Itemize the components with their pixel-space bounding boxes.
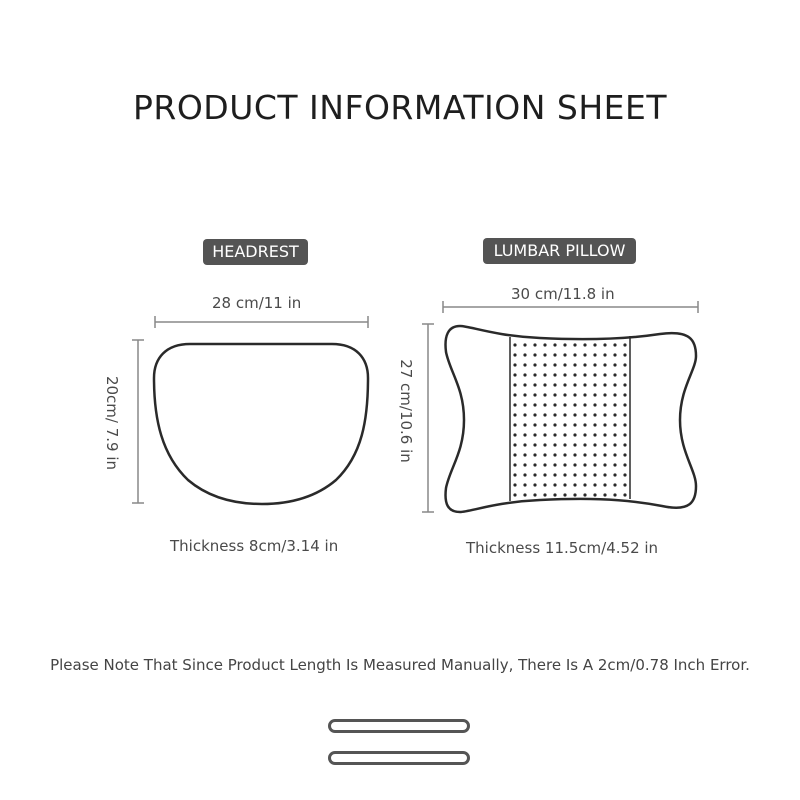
decorative-bar-bottom bbox=[328, 751, 470, 765]
headrest-outline bbox=[154, 344, 368, 504]
lumbar-pillow-badge: LUMBAR PILLOW bbox=[483, 238, 636, 264]
headrest-width-dimension-line bbox=[155, 316, 368, 328]
decorative-bar-top bbox=[328, 719, 470, 733]
headrest-thickness-label: Thickness 8cm/3.14 in bbox=[170, 537, 339, 555]
lumbar-thickness-label: Thickness 11.5cm/4.52 in bbox=[466, 539, 659, 557]
headrest-height-dimension-line bbox=[132, 340, 144, 503]
measurement-note: Please Note That Since Product Length Is Measured Manually, There Is A 2cm/0.78 Inch Error. bbox=[50, 656, 750, 674]
lumbar-height-label: 27 cm/10.6 in bbox=[397, 359, 415, 463]
lumbar-perforated-panel bbox=[510, 326, 630, 516]
page-title: PRODUCT INFORMATION SHEET bbox=[132, 88, 667, 127]
headrest-badge: HEADREST bbox=[203, 239, 308, 265]
headrest-height-label: 20cm/ 7.9 in bbox=[103, 375, 121, 471]
lumbar-width-label: 30 cm/11.8 in bbox=[511, 285, 615, 303]
lumbar-height-dimension-line bbox=[422, 324, 434, 512]
headrest-width-label: 28 cm/11 in bbox=[212, 294, 302, 312]
